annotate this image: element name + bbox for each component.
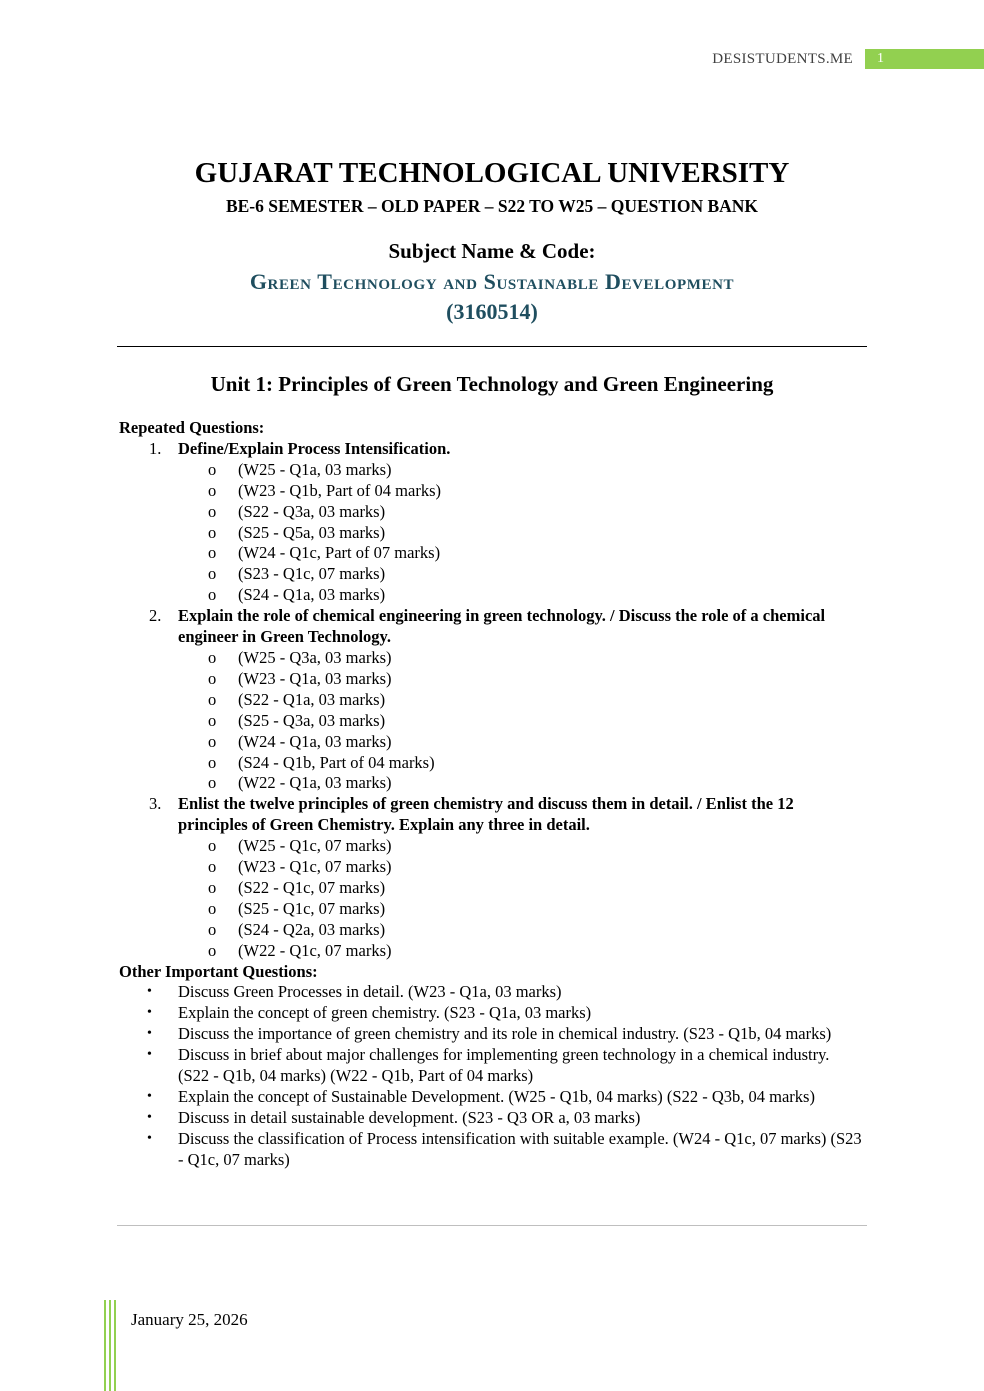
question-reference <box>119 899 864 920</box>
question-reference <box>119 732 864 753</box>
other-question-item <box>119 1108 864 1129</box>
bullet-marker: • <box>147 1109 152 1125</box>
reference-text: (W23 - Q1b, Part of 04 marks) <box>238 480 441 500</box>
other-question-item <box>119 1129 864 1171</box>
reference-text: (W25 - Q1a, 03 marks) <box>238 459 392 479</box>
footer-date: January 25, 2026 <box>131 1310 248 1329</box>
other-question-text: Explain the concept of Sustainable Development. (W25 - Q1b, 04 marks) (S22 - Q3b, 04 marks) <box>178 1087 815 1106</box>
question-text: Define/Explain Process Intensification. <box>178 438 451 458</box>
list-marker: o <box>208 459 217 479</box>
question-reference <box>119 773 864 794</box>
reference-text: (S25 - Q5a, 03 marks) <box>238 522 386 542</box>
list-marker: o <box>208 501 217 521</box>
list-marker: o <box>208 710 217 730</box>
footer-accent-bars <box>104 1300 118 1391</box>
bullet-marker: • <box>147 1130 152 1146</box>
question-reference <box>119 523 864 544</box>
subject-name: Green Technology and Sustainable Development <box>249 269 735 294</box>
list-marker: o <box>208 773 217 793</box>
reference-text: (W25 - Q1c, 07 marks) <box>238 836 392 856</box>
other-question-text: Explain the concept of green chemistry. (S23 - Q1a, 03 marks) <box>178 1003 592 1023</box>
reference-text: (S24 - Q1a, 03 marks) <box>238 585 386 605</box>
question-reference <box>119 564 864 585</box>
semester-line: BE-6 SEMESTER – OLD PAPER – S22 TO W25 – QUESTION BANK <box>225 196 759 216</box>
question-reference <box>119 836 864 857</box>
list-marker: o <box>208 752 217 772</box>
question-reference-list <box>119 836 864 961</box>
question-reference <box>119 502 864 523</box>
subject-code: (3160514) <box>446 299 538 324</box>
question-reference <box>119 669 864 690</box>
repeated-questions-list <box>119 439 864 962</box>
reference-text: (W22 - Q1a, 03 marks) <box>238 773 392 793</box>
reference-text: (S22 - Q3a, 03 marks) <box>238 501 386 521</box>
list-marker: o <box>208 668 217 688</box>
reference-text: (S25 - Q3a, 03 marks) <box>238 710 386 730</box>
question-reference <box>119 543 864 564</box>
reference-group <box>119 460 864 606</box>
question-reference <box>119 920 864 941</box>
reference-text: (S24 - Q1b, Part of 04 marks) <box>238 752 435 772</box>
reference-group <box>119 836 864 961</box>
question-reference <box>119 753 864 774</box>
other-question-text: Discuss the classification of Process intensification with suitable example. (W24 - Q1c, 07 marks) (S23 - Q1c, 07 marks) <box>178 1128 862 1169</box>
other-question-item <box>119 1003 864 1024</box>
reference-text: (S25 - Q1c, 07 marks) <box>238 898 386 918</box>
question-reference-list <box>119 648 864 794</box>
reference-text: (S24 - Q2a, 03 marks) <box>238 919 386 939</box>
bullet-marker: • <box>147 1026 152 1042</box>
question-reference <box>119 460 864 481</box>
question-reference <box>119 857 864 878</box>
question-number: 3. <box>149 794 162 814</box>
unit-title: Unit 1: Principles of Green Technology and Green Engineering <box>210 372 774 396</box>
reference-text: (W23 - Q1c, 07 marks) <box>238 857 392 877</box>
other-question-item <box>119 1087 864 1108</box>
list-marker: o <box>208 836 217 856</box>
other-questions-heading: Other Important Questions: <box>119 961 318 981</box>
content-divider <box>117 1225 867 1226</box>
reference-text: (W25 - Q3a, 03 marks) <box>238 647 392 667</box>
other-question-item <box>119 982 864 1003</box>
university-title: GUJARAT TECHNOLOGICAL UNIVERSITY <box>194 157 790 189</box>
page-number-badge: 1 <box>865 49 984 69</box>
list-marker: o <box>208 731 217 751</box>
reference-text: (W23 - Q1a, 03 marks) <box>238 668 392 688</box>
list-marker: o <box>208 564 217 584</box>
question-number: 2. <box>149 606 162 626</box>
repeated-questions-heading: Repeated Questions: <box>119 418 265 437</box>
reference-text: (S22 - Q1a, 03 marks) <box>238 689 386 709</box>
question-text: Enlist the twelve principles of green chemistry and discuss them in detail. / Enlist the 12 principles of Green Chemistry. Explain any three in detail. <box>178 794 794 835</box>
subject-label: Subject Name & Code: <box>388 239 596 263</box>
title-block <box>0 155 984 327</box>
other-question-text: Discuss in detail sustainable development. (S23 - Q3 OR a, 03 marks) <box>178 1107 641 1127</box>
title-divider <box>117 346 867 347</box>
list-marker: o <box>208 919 217 939</box>
list-marker: o <box>208 543 217 563</box>
reference-text: (W24 - Q1c, Part of 07 marks) <box>238 543 441 563</box>
other-question-text: Discuss Green Processes in detail. (W23 - Q1a, 03 marks) <box>178 982 562 1002</box>
question-reference-list <box>119 460 864 606</box>
list-marker: o <box>208 940 217 960</box>
question-reference <box>119 690 864 711</box>
other-question-text: Discuss the importance of green chemistry and its role in chemical industry. (S23 - Q1b, 04 marks) <box>178 1024 832 1044</box>
list-marker: o <box>208 857 217 877</box>
question-reference <box>119 648 864 669</box>
question-reference <box>119 481 864 502</box>
list-marker: o <box>208 522 217 542</box>
repeated-question-item <box>119 439 864 460</box>
list-marker: o <box>208 480 217 500</box>
question-text: Explain the role of chemical engineering in green technology. / Discuss the role of a chemical engineer in Green Technology. <box>178 606 826 647</box>
reference-group <box>119 648 864 794</box>
header-brand: DESISTUDENTS.ME <box>712 51 853 67</box>
other-question-item <box>119 1024 864 1045</box>
reference-text: (S22 - Q1c, 07 marks) <box>238 877 386 897</box>
repeated-question-item <box>119 794 864 836</box>
question-reference <box>119 711 864 732</box>
question-reference <box>119 585 864 606</box>
other-questions-list <box>119 982 864 1170</box>
reference-text: (W24 - Q1a, 03 marks) <box>238 731 392 751</box>
bullet-marker: • <box>147 984 152 1000</box>
list-marker: o <box>208 689 217 709</box>
reference-text: (S23 - Q1c, 07 marks) <box>238 564 386 584</box>
bullet-marker: • <box>147 1047 152 1063</box>
question-reference <box>119 878 864 899</box>
list-marker: o <box>208 647 217 667</box>
bullet-marker: • <box>147 1005 152 1021</box>
question-content <box>119 418 864 1171</box>
other-question-item <box>119 1045 864 1087</box>
list-marker: o <box>208 898 217 918</box>
list-marker: o <box>208 877 217 897</box>
question-reference <box>119 941 864 962</box>
other-question-text: Discuss in brief about major challenges for implementing green technology in a chemical industry. (S22 - Q1b, 04 marks) (W22 - Q1b, Part of 04 marks) <box>178 1045 830 1086</box>
reference-text: (W22 - Q1c, 07 marks) <box>238 940 392 960</box>
list-marker: o <box>208 585 217 605</box>
bullet-marker: • <box>147 1089 152 1104</box>
question-number: 1. <box>149 438 162 458</box>
repeated-question-item <box>119 606 864 648</box>
